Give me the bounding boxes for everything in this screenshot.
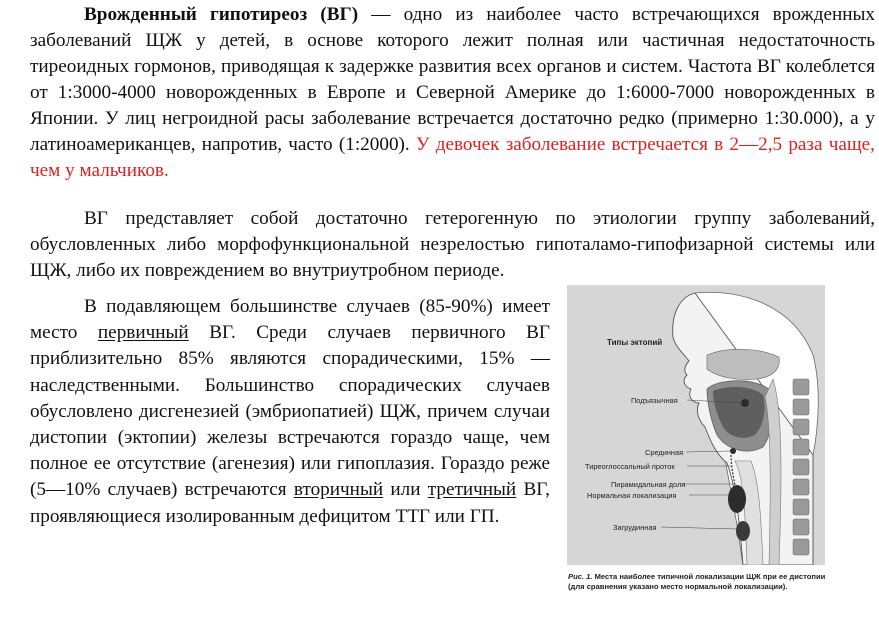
head-neck-sagittal-illustration <box>567 285 825 565</box>
paragraph-etiology: ВГ представляет собой достаточно гетерогенную по этиологии группу заболеваний, обусловленных либо морфофункциональной незрелостью гипоталамо-гипофизарной системы или ЩЖ, либо их повреждением во внутриутробном периоде. <box>30 208 875 281</box>
paragraph-classification-text-1: В подавляющем большинстве случаев (85-90%) имеет место <box>30 296 550 344</box>
label-normal-location: Нормальная локализация <box>587 491 677 500</box>
paragraph-classification <box>30 294 550 530</box>
term-tertiary: третичный <box>427 479 517 501</box>
term-secondary: вторичный <box>293 479 384 501</box>
figure-title: Типы эктопий <box>607 338 663 347</box>
figure-caption <box>568 572 840 592</box>
paragraph-classification-text-2: ВГ. Среди случаев первичного ВГ приблизительно 85% являются спорадическими, 15% — наследственными. Большинство спорадических случаев обусловлено дисгенезией (эмбриопатией) ЩЖ, причем случаи дистопии (эктопии) железы встречаются гораздо чаще, чем полное ее отсутствие (агенезия) или гипоплазия. Гораздо реже (5—10% случаев) встречаются <box>30 322 550 501</box>
term-primary: первичный <box>97 322 189 344</box>
label-sublingual: Подъязычная <box>631 396 678 405</box>
term-congenital-hypothyroidism: Врожденный гипотиреоз (ВГ) <box>84 4 359 25</box>
highlight-sex-ratio: У девочек заболевание встречается в 2—2,5 раза чаще, чем у мальчиков. <box>30 134 875 181</box>
figure-caption-number: Рис. 1. <box>568 572 593 581</box>
figure-ectopia <box>567 285 825 565</box>
label-thyroglossal-duct: Тиреоглоссальный проток <box>585 462 675 471</box>
paragraph-classification-text-4: ВГ, проявляющиеся изолированным дефицитом ТТГ или ГП. <box>30 479 550 527</box>
label-median: Срединная <box>645 448 684 457</box>
paragraph-definition-text: — одно из наиболее часто встречающихся врожденных заболеваний ЩЖ у детей, в основе которого лежит полная или частичная недостаточность тиреоидных гормонов, приводящая к задержке развития всех органов и систем. Частота ВГ колеблется от 1:3000-4000 новорожденных в Европе и Северной Америке до 1:6000-7000 новорожденных в Японии. У лиц негроидной расы заболевание встречается достаточно редко (примерно 1:30.000), а у латиноамериканцев, напротив, часто (1:2000). <box>30 4 875 155</box>
figure-caption-text: Места наиболее типичной локализации ЩЖ при ее дистопии (для сравнения указано место нормальной локализации). <box>568 572 826 591</box>
label-retrosternal: Загрудинная <box>613 523 657 532</box>
paragraph-definition <box>30 2 875 184</box>
paragraph-classification-text-3: или <box>383 479 428 501</box>
label-pyramidal-lobe: Пирамидальная доля <box>611 480 686 489</box>
